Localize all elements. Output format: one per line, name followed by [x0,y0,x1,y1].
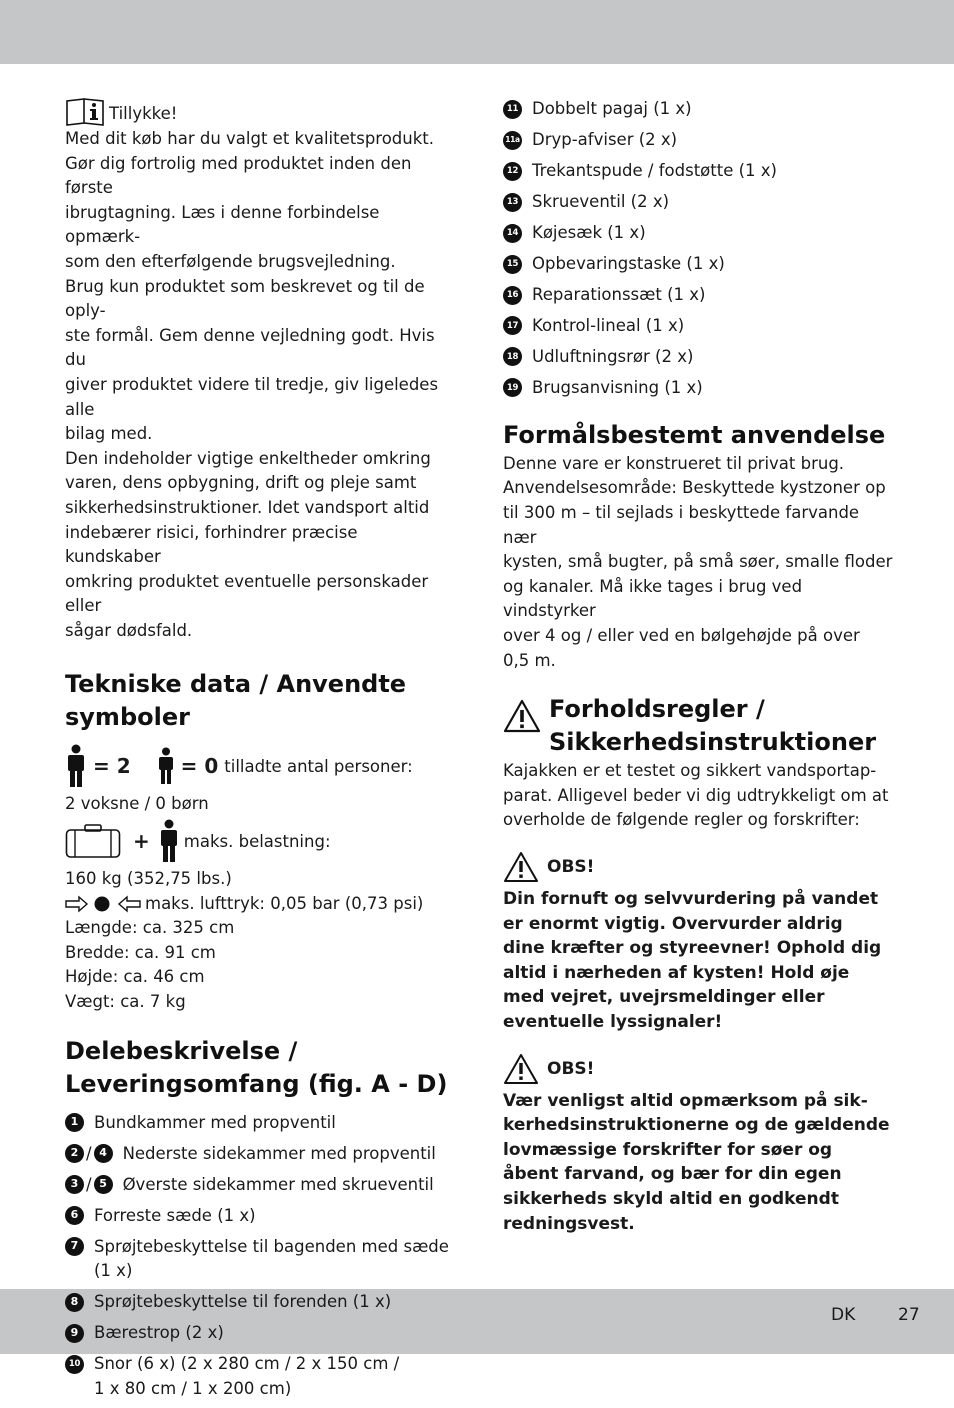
purpose-line: Anvendelsesområde: Beskyttede kystzoner op [503,478,886,498]
list-item [503,159,895,184]
list-item: 2 / 4 Nederste sidekammer med propventil [65,1142,455,1167]
intro-line: Med dit køb har du valgt et kvalitetsprodukt. [65,129,435,148]
child-person-icon [157,747,175,785]
intro-line: omkring produktet eventuelle personskader eller [65,571,429,616]
persons-value: 2 voksne / 0 børn [65,794,209,814]
intro-line: indebærer risici, forhindrer præcise kundskaber [65,522,358,567]
persons-symbol-row [65,744,455,788]
list-item [503,97,895,122]
safety-heading [503,693,895,759]
list-item [503,252,895,277]
safety-title: Forholdsregler / [549,695,765,724]
intro-line: giver produktet videre til tredje, giv ligeledes alle [65,374,439,419]
part-text: Bundkammer med propventil [94,1112,336,1132]
part-number: 8 [65,1293,84,1312]
adults-value: = 2 [93,754,131,779]
list-item [65,1204,455,1229]
right-column [503,97,895,1236]
footer-language: DK [831,1305,856,1325]
load-symbol-row [65,819,455,863]
intro-line: Brug kun produktet som beskrevet og til de oply- [65,276,425,321]
width-spec: Bredde: ca. 91 cm [65,942,216,962]
warning-2-line: åbent farvand, og bær for din egen [503,1164,842,1185]
parts-title: Delebeskrivelse / [65,1036,298,1065]
warning-2-line: sikkerheds skyld altid en godkendt [503,1188,839,1209]
intro-line: ste formål. Gem denne vejledning godt. Hvis du [65,325,435,370]
part-text: Kontrol-lineal (1 x) [532,315,685,335]
part-number: 5 [94,1175,113,1194]
part-text: Opbevaringstaske (1 x) [532,253,725,273]
part-number: 19 [503,378,522,397]
list-item [503,376,895,401]
part-number: 3 [65,1175,84,1194]
intro-line: Den indeholder vigtige enkeltheder omkring [65,448,431,468]
luggage-icon [65,823,121,859]
warning-1-label-row [503,847,895,887]
warning-1-line: altid i nærheden af kysten! Hold øje [503,962,850,983]
height-spec: Højde: ca. 46 cm [65,967,205,987]
intro-line: ibrugtagning. Læs i denne forbindelse opmærk- [65,202,380,247]
weight-spec: Vægt: ca. 7 kg [65,992,186,1012]
warning-1-label: OBS! [547,856,595,877]
part-text: Sprøjtebeskyttelse til bagenden med sæde [94,1236,449,1256]
part-number: 15 [503,255,522,274]
adult-person-icon [65,744,87,788]
parts-list-right [503,97,895,400]
list-item [503,128,895,153]
plus-sign: + [133,829,150,854]
part-text: Skrueventil (2 x) [532,191,670,211]
list-item [503,283,895,308]
warning-1-line: eventuelle lyssignaler! [503,1011,723,1032]
parts-list-left [65,1111,455,1402]
children-value: = 0 [180,754,219,779]
part-text: Udluftningsrør (2 x) [532,346,694,366]
intro-line: bilag med. [65,424,153,444]
part-number: 7 [65,1237,84,1256]
load-label: maks. belastning: [183,831,331,851]
part-text-cont: 1 x 80 cm / 1 x 200 cm) [94,1378,292,1398]
intro-line: varen, dens opbygning, drift og pleje samt [65,473,417,493]
pressure-line [65,892,455,917]
part-text: Dobbelt pagaj (1 x) [532,99,692,118]
part-text: Køjesæk (1 x) [532,222,646,242]
intro-heading-line [65,97,455,127]
warning-1-line: Din fornuft og selvvurdering på vandet [503,888,879,909]
part-number: 10 [65,1355,84,1374]
warning-triangle-icon [503,851,539,883]
purpose-line: Denne vare er konstrueret til privat brug. [503,453,845,473]
list-item [503,190,895,215]
purpose-line: over 4 og / eller ved en bølgehøjde på over [503,626,860,645]
part-text: Øverste sidekammer med skrueventil [122,1174,434,1194]
part-text: Snor (6 x) (2 x 280 cm / 2 x 150 cm / [94,1354,400,1374]
part-text: Dryp-afviser (2 x) [532,129,678,149]
part-number: 2 [65,1144,84,1163]
part-number: 16 [503,286,522,305]
part-text: Trekantspude / fodstøtte (1 x) [532,160,777,180]
safety-line: Kajakken er et testet og sikkert vandsportap- [503,761,877,781]
list-item: 3 / 5 Øverste sidekammer med skrueventil [65,1173,455,1198]
part-text: Forreste sæde (1 x) [94,1205,256,1225]
list-item [65,1235,455,1284]
part-number: 18 [503,347,522,366]
info-book-icon [65,97,105,127]
part-number: 11 [503,100,522,119]
list-item [503,314,895,339]
warning-2-label-row [503,1049,895,1089]
purpose-title: Formålsbestemt anvendelse [503,420,886,449]
part-text: Brugsanvisning (1 x) [532,377,703,397]
part-number: 14 [503,224,522,243]
part-number: 9 [65,1324,84,1343]
persons-label: tilladte antal personer: [224,756,413,776]
warning-1-line: dine kræfter og styreevner! Ophold dig [503,938,882,959]
parts-title-cont: Leveringsomfang (fig. A - D) [65,1069,448,1098]
part-number: 17 [503,316,522,335]
list-item [503,345,895,370]
purpose-line: 0,5 m. [503,650,556,670]
warning-triangle-icon [503,699,541,733]
part-text-cont: (1 x) [94,1261,133,1281]
list-item [65,1290,455,1315]
technical-title: Tekniske data / Anvendte [65,670,407,699]
header-bar [0,0,954,64]
left-column [65,97,455,1408]
length-spec: Længde: ca. 325 cm [65,918,235,938]
intro-line: sikkerhedsinstruktioner. Idet vandsport altid [65,497,430,517]
warning-2-line: lovmæssige forskrifter for søer og [503,1139,833,1160]
list-item [503,221,895,246]
intro-line: Gør dig fortrolig med produktet inden den første [65,153,412,198]
warning-triangle-icon [503,1053,539,1085]
intro-line: som den efterfølgende brugsvejledning. [65,251,396,271]
part-number: 13 [503,193,522,212]
part-number: 11a [503,131,522,150]
warning-2-label: OBS! [547,1058,595,1079]
part-number: 1 [65,1113,84,1132]
part-text: Nederste sidekammer med propventil [122,1143,436,1163]
purpose-line: kysten, små bugter, på små søer, smalle floder [503,552,893,572]
part-text: Sprøjtebeskyttelse til forenden (1 x) [94,1292,392,1312]
technical-title-cont: symboler [65,703,190,732]
safety-title-cont: Sikkerhedsinstruktioner [549,728,877,757]
list-item [65,1321,455,1346]
pressure-label: maks. lufttryk: 0,05 bar (0,73 psi) [145,893,424,913]
load-value: 160 kg (352,75 lbs.) [65,869,232,889]
warning-2-line: Vær venligst altid opmærksom på sik- [503,1090,868,1111]
part-number: 6 [65,1206,84,1225]
pressure-icon [65,895,141,913]
part-text: Bærestrop (2 x) [94,1323,224,1343]
list-item [65,1352,455,1401]
intro-line: sågar dødsfald. [65,620,193,640]
person-load-icon [158,819,180,863]
part-number: 4 [94,1144,113,1163]
safety-line: parat. Alligevel beder vi dig udtrykkeligt om at [503,785,889,805]
safety-line: overholde de følgende regler og forskrifter: [503,810,860,830]
intro-heading: Tillykke! [109,104,178,124]
part-number: 12 [503,162,522,181]
warning-1-line: med vejret, uvejrsmeldinger eller [503,987,825,1008]
page-number: 27 [898,1305,920,1325]
purpose-line: og kanaler. Må ikke tages i brug ved vindstyrker [503,576,803,621]
warning-2-line: redningsvest. [503,1213,635,1234]
list-item [65,1111,455,1136]
warning-1-line: er enormt vigtig. Overvurder aldrig [503,913,843,934]
purpose-line: til 300 m – til sejlads i beskyttede farvande nær [503,503,860,547]
part-text: Reparationssæt (1 x) [532,284,706,304]
warning-2-line: kerhedsinstruktionerne og de gældende [503,1115,890,1136]
